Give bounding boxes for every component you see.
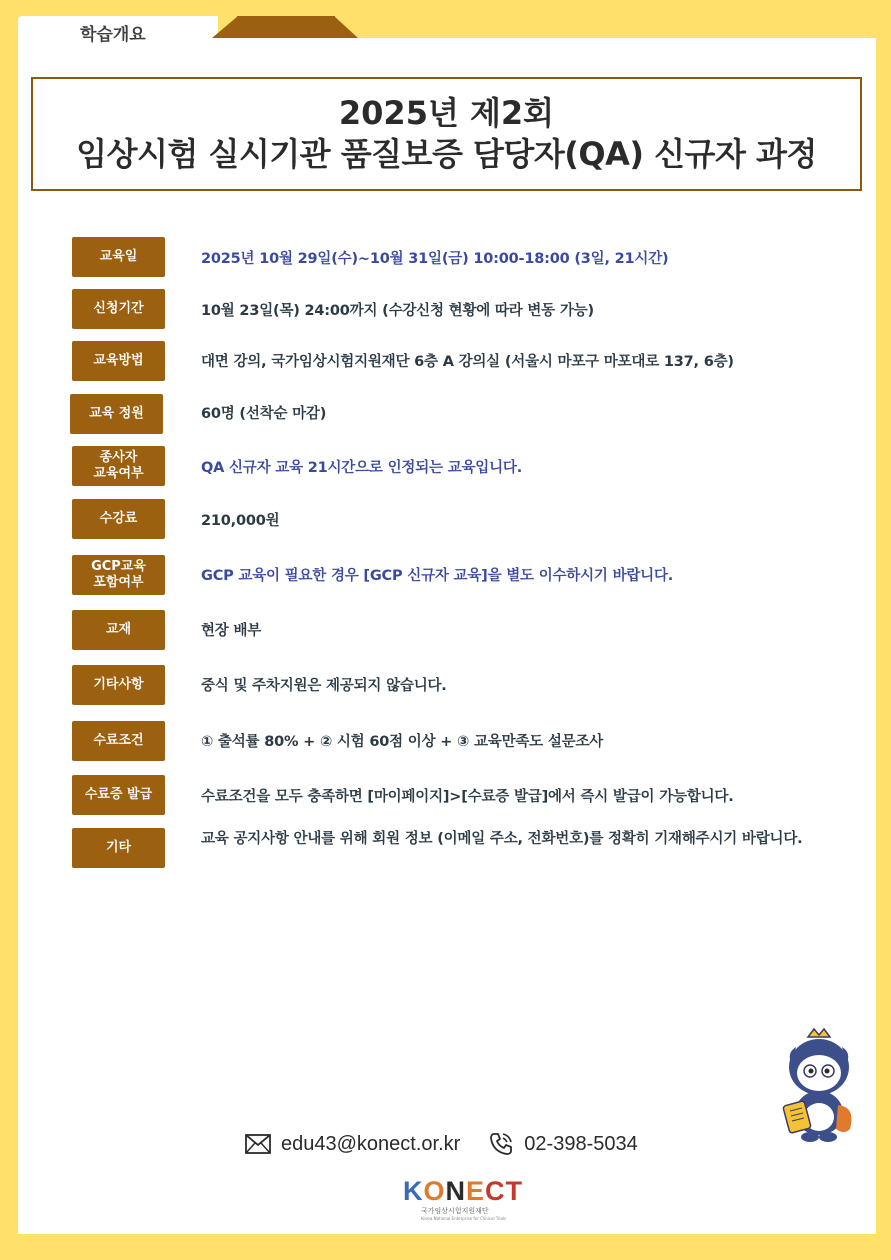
info-row-label: 수강료 — [72, 499, 165, 539]
info-row-value: 10월 23일(목) 24:00까지 (수강신청 현황에 따라 변동 가능) — [201, 303, 594, 319]
info-row-label: 기타 — [72, 828, 165, 868]
course-title-name: 임상시험 실시기관 품질보증 담당자(QA) 신규자 과정 — [76, 135, 817, 173]
info-row-label: 수료증 발급 — [72, 775, 165, 815]
mascot-illustration — [778, 1025, 860, 1145]
logo-wordmark: KONECT — [403, 1176, 524, 1206]
course-title-box — [31, 77, 862, 191]
info-row-value: 중식 및 주차지원은 제공되지 않습니다. — [201, 678, 447, 694]
envelope-icon — [245, 1134, 271, 1154]
info-row-label: 종사자 교육여부 — [72, 446, 165, 486]
info-row-value: 수료조건을 모두 충족하면 [마이페이지]>[수료증 발급]에서 즉시 발급이 가능합니다. — [201, 789, 734, 805]
info-row-value: ① 출석률 80% + ② 시험 60점 이상 + ③ 교육만족도 설문조사 — [201, 734, 604, 750]
phone-icon — [488, 1131, 514, 1157]
email-address: edu43@konect.or.kr — [281, 1132, 461, 1155]
info-row-label: 교육방법 — [72, 341, 165, 381]
info-row-label: 수료조건 — [72, 721, 165, 761]
info-row-label: GCP교육 포함여부 — [72, 555, 165, 595]
phone-number: 02-398-5034 — [524, 1132, 638, 1155]
tab-accent-bar — [237, 16, 335, 38]
info-row-value: 대면 강의, 국가임상시험지원재단 6층 A 강의실 (서울시 마포구 마포대로 137, 6층) — [201, 354, 734, 370]
overview-tab-label: 학습개요 — [80, 25, 146, 45]
info-row-label: 교육 정원 — [70, 394, 163, 434]
info-row-value: 현장 배부 — [201, 623, 262, 639]
contact-footer — [245, 1130, 675, 1158]
info-row-value: 60명 (선착순 마감) — [201, 406, 327, 422]
logo-subtitle: 국가임상시험지원재단 — [421, 1207, 489, 1215]
info-row-value: 2025년 10월 29일(수)~10월 31일(금) 10:00-18:00 (3일, 21시간) — [201, 251, 669, 267]
info-row-label: 신청기간 — [72, 289, 165, 329]
course-title-year: 2025년 제2회 — [338, 94, 555, 132]
tab-accent-right — [334, 16, 358, 38]
info-row-label: 기타사항 — [72, 665, 165, 705]
info-row-value: QA 신규자 교육 21시간으로 인정되는 교육입니다. — [201, 460, 522, 476]
tab-accent-left — [212, 16, 238, 38]
logo-subtitle-en: Korea National Enterprise for Clinical Trials — [421, 1216, 507, 1221]
info-row-value: 교육 공지사항 안내를 위해 회원 정보 (이메일 주소, 전화번호)를 정확히 기재해주시기 바랍니다. — [201, 831, 803, 847]
phone-contact[interactable] — [488, 1131, 637, 1157]
info-row-value: GCP 교육이 필요한 경우 [GCP 신규자 교육]을 별도 이수하시기 바랍니다. — [201, 568, 674, 584]
info-row-label: 교육일 — [72, 237, 165, 277]
email-contact[interactable] — [245, 1133, 460, 1156]
info-row-label: 교재 — [72, 610, 165, 650]
konect-logo — [403, 1176, 523, 1224]
info-row-value: 210,000원 — [201, 513, 280, 529]
